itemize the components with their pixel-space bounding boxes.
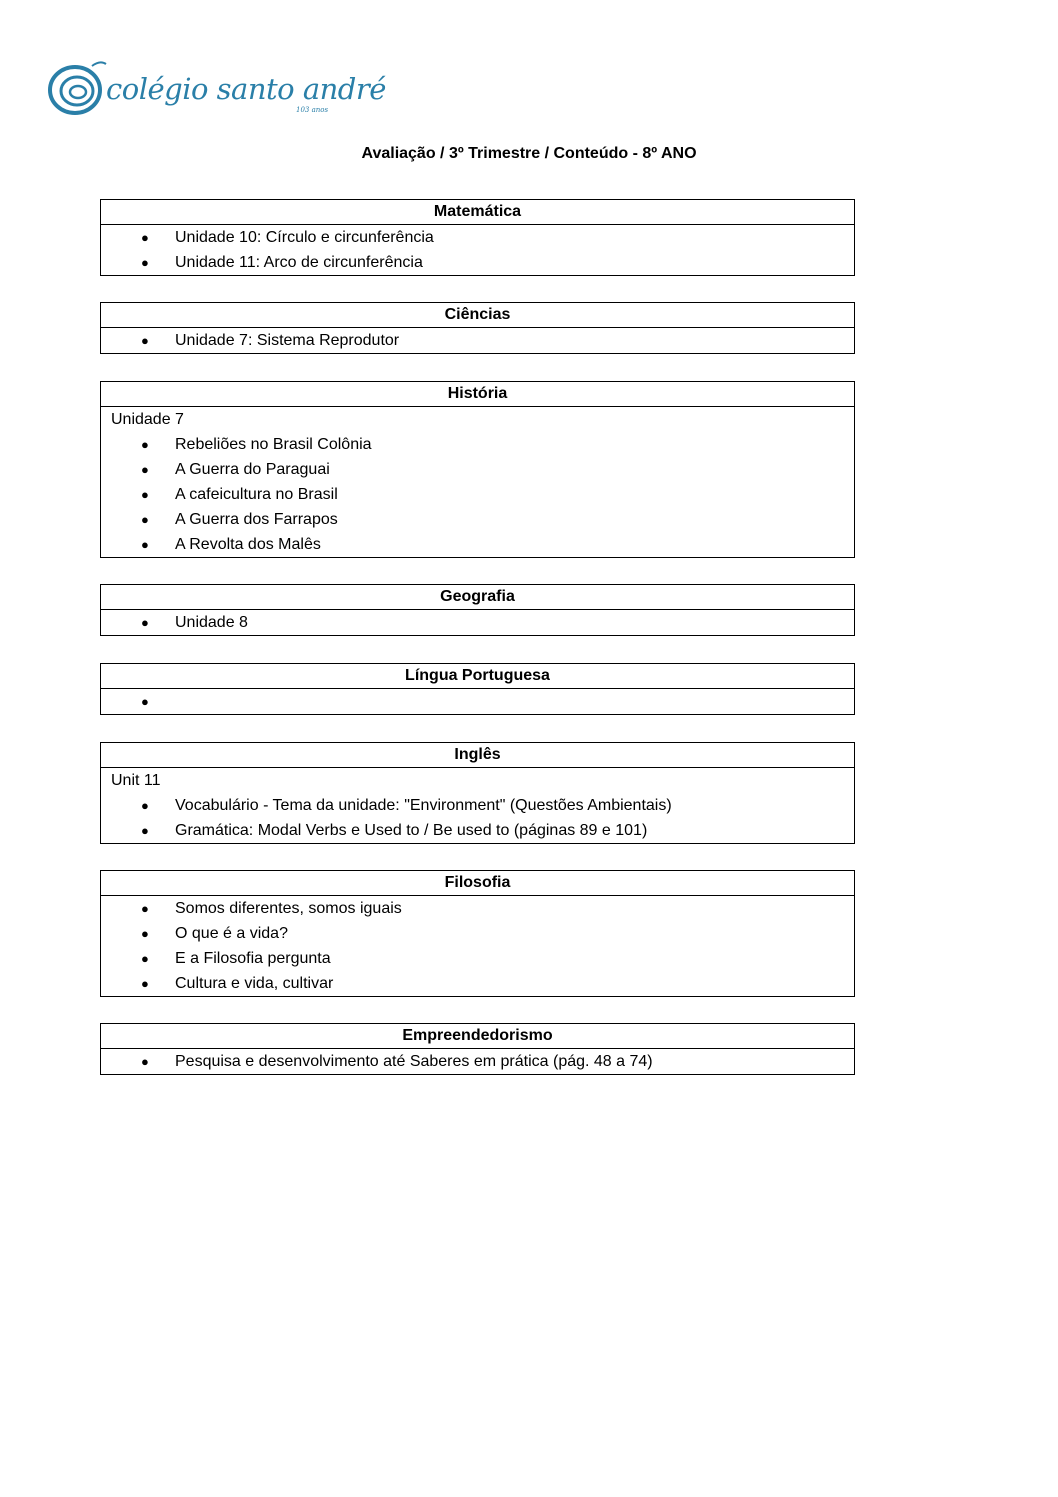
list-item-text: A cafeicultura no Brasil (175, 486, 338, 503)
bullet-icon: ● (141, 694, 149, 709)
list-item-text: Unidade 8 (175, 614, 248, 631)
bullet-icon: ● (141, 798, 149, 813)
list-item-text: A Revolta dos Malês (175, 536, 321, 553)
list-item-text: Gramática: Modal Verbs e Used to / Be used to (páginas 89 e 101) (175, 822, 648, 839)
document-title: Avaliação / 3º Trimestre / Conteúdo - 8º ANO (361, 145, 697, 162)
subject-content (101, 768, 854, 843)
school-logo (48, 58, 386, 120)
bullet-icon: ● (141, 230, 149, 245)
subject-heading: Ciências (101, 303, 854, 328)
bullet-icon: ● (141, 951, 149, 966)
bullet-icon: ● (141, 487, 149, 502)
subject-box (100, 584, 855, 636)
subject-heading: Empreendedorismo (101, 1024, 854, 1049)
bullet-icon: ● (141, 926, 149, 941)
subject-heading: Matemática (101, 200, 854, 225)
bullet-icon: ● (141, 462, 149, 477)
list-item-text: Cultura e vida, cultivar (175, 975, 334, 992)
list-item (101, 225, 854, 250)
subject-content (101, 328, 854, 353)
list-item (101, 793, 854, 818)
subject-heading: Geografia (101, 585, 854, 610)
unit-label: Unidade 7 (111, 411, 184, 428)
logo-subtitle: 103 anos (296, 106, 329, 114)
bullet-icon: ● (141, 823, 149, 838)
bullet-icon: ● (141, 333, 149, 348)
subject-content (101, 407, 854, 557)
bullet-icon: ● (141, 976, 149, 991)
list-item-text: A Guerra do Paraguai (175, 461, 330, 478)
bullet-icon: ● (141, 537, 149, 552)
logo-wordmark: colégio santo andré (106, 72, 386, 106)
subject-heading: Inglês (101, 743, 854, 768)
subject-heading: Língua Portuguesa (101, 664, 854, 689)
subject-box (100, 381, 855, 558)
bullet-icon: ● (141, 1054, 149, 1069)
spiral-logo-icon (48, 58, 108, 120)
list-item-text: Vocabulário - Tema da unidade: "Environment" (Questões Ambientais) (175, 797, 672, 814)
list-item-text: Unidade 7: Sistema Reprodutor (175, 332, 400, 349)
subject-heading: Filosofia (101, 871, 854, 896)
list-item-text: O que é a vida? (175, 925, 288, 942)
list-item (101, 971, 854, 996)
list-item (101, 482, 854, 507)
subject-content (101, 896, 854, 996)
subject-heading: História (101, 382, 854, 407)
bullet-icon: ● (141, 437, 149, 452)
bullet-icon: ● (141, 901, 149, 916)
list-item (101, 328, 854, 353)
list-item (101, 921, 854, 946)
bullet-icon: ● (141, 255, 149, 270)
subject-box (100, 199, 855, 276)
subject-box (100, 663, 855, 715)
list-item-text: E a Filosofia pergunta (175, 950, 331, 967)
list-item-text: A Guerra dos Farrapos (175, 511, 338, 528)
list-item (101, 946, 854, 971)
list-item (101, 818, 854, 843)
list-item-text: Rebeliões no Brasil Colônia (175, 436, 372, 453)
subject-box (100, 302, 855, 354)
list-item (101, 457, 854, 482)
subject-box (100, 870, 855, 997)
list-item-text: Pesquisa e desenvolvimento até Saberes em prática (pág. 48 a 74) (175, 1053, 653, 1070)
subject-content (101, 225, 854, 275)
list-item (101, 896, 854, 921)
bullet-icon: ● (141, 512, 149, 527)
unit-label: Unit 11 (111, 772, 161, 789)
list-item (101, 250, 854, 275)
list-item (101, 507, 854, 532)
subject-box (100, 742, 855, 844)
list-item-text: Unidade 11: Arco de circunferência (175, 254, 423, 271)
list-item (101, 532, 854, 557)
subject-content (101, 610, 854, 635)
subject-content (101, 689, 854, 714)
subject-content (101, 1049, 854, 1074)
list-item (101, 689, 854, 714)
list-item (101, 610, 854, 635)
list-item (101, 432, 854, 457)
list-item-text: Unidade 10: Círculo e circunferência (175, 229, 434, 246)
list-item (101, 1049, 854, 1074)
bullet-icon: ● (141, 615, 149, 630)
subject-box (100, 1023, 855, 1075)
list-item-text: Somos diferentes, somos iguais (175, 900, 402, 917)
